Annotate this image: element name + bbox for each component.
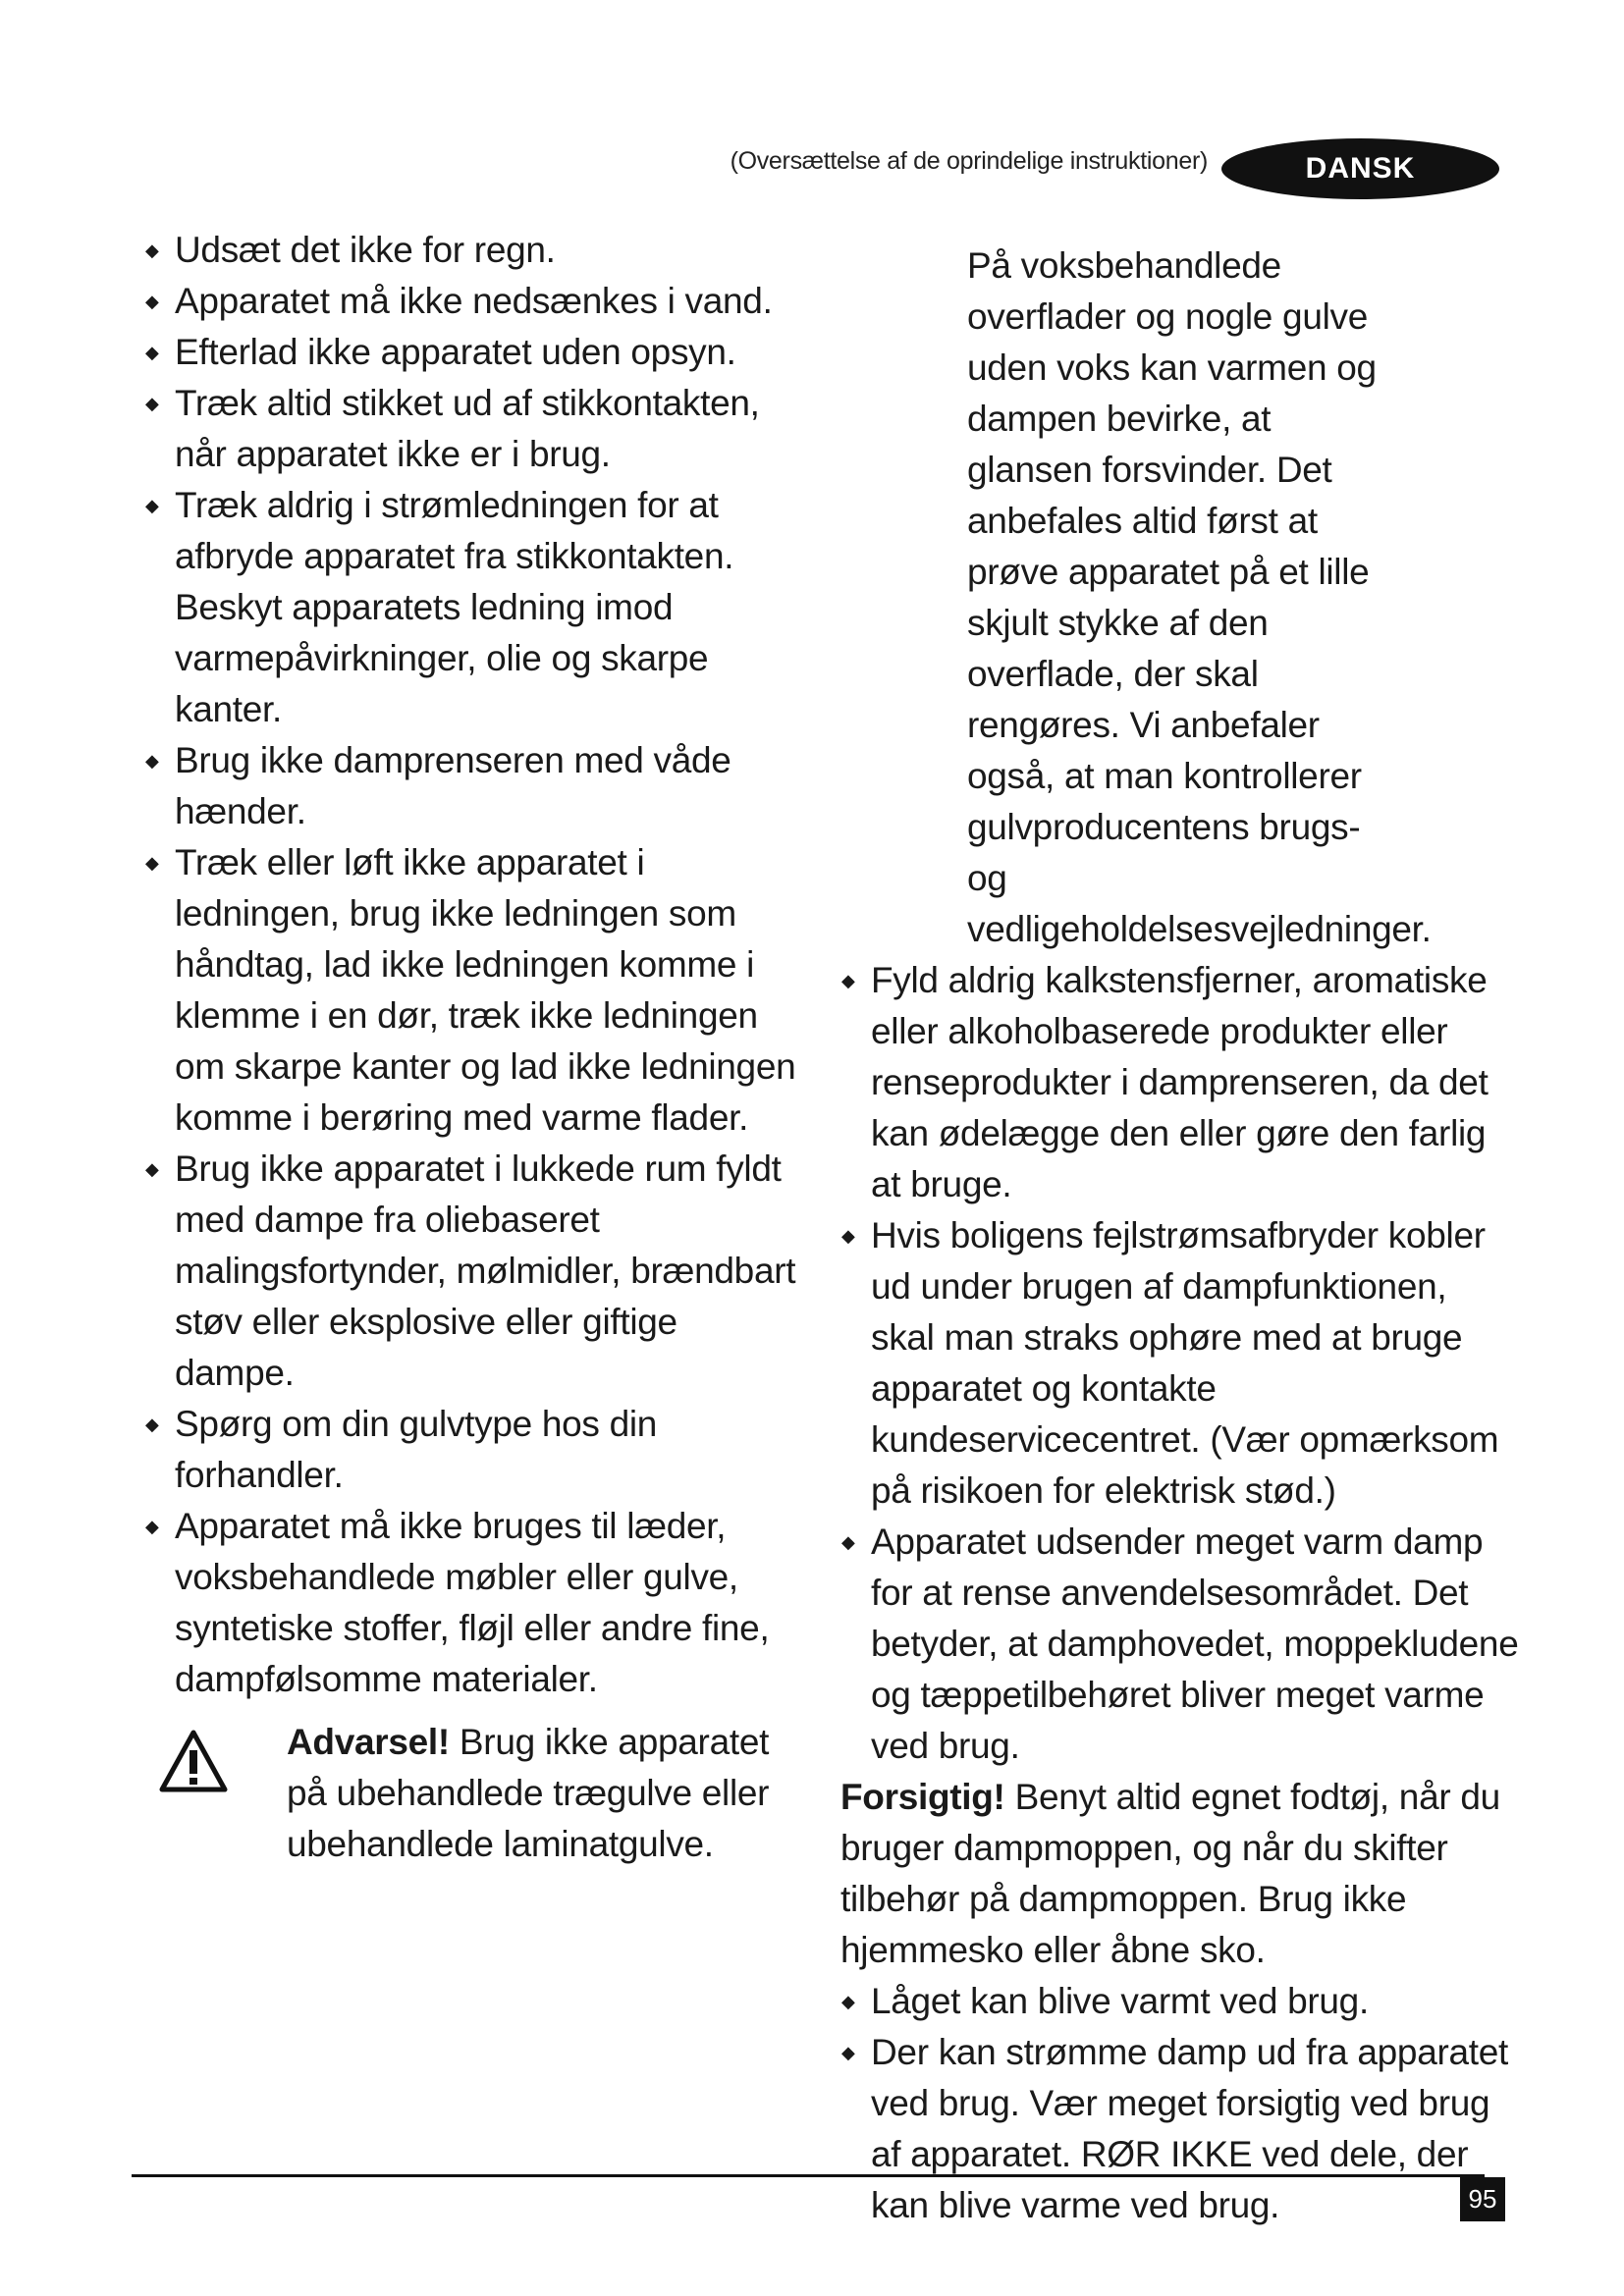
diamond-bullet-icon: ◆: [145, 343, 159, 362]
list-item: ◆ Brug ikke damprenseren med våde hænder.: [145, 735, 798, 837]
warning-label: Advarsel!: [287, 1722, 450, 1762]
caution-note: [840, 1772, 1519, 1976]
footer-divider: [132, 2174, 1485, 2177]
list-item: ◆ Træk eller løft ikke apparatet i ledningen, brug ikke ledningen som håndtag, lad ikke ledningen komme i klemme i en dør, træk ikke ledningen om skarpe kanter og lad ikke ledningen komme i berøring med varme flader.: [145, 837, 798, 1144]
diamond-bullet-icon: ◆: [841, 1992, 855, 2011]
list-item: ◆ Spørg om din gulvtype hos din forhandler.: [145, 1399, 798, 1501]
diamond-bullet-icon: ◆: [145, 496, 159, 515]
diamond-bullet-icon: ◆: [145, 394, 159, 413]
caution-label: Forsigtig!: [840, 1777, 1005, 1817]
list-item: ◆ Der kan strømme damp ud fra apparatet ved brug. Vær meget forsigtig ved brug af apparatet. RØR IKKE ved dele, der kan blive varme ved brug.: [841, 2027, 1519, 2231]
language-badge: DANSK: [1221, 138, 1499, 199]
list-item: ◆ Fyld aldrig kalkstensfjerner, aromatiske eller alkoholbaserede produkter eller renseprodukter i damprenseren, da det kan ødelægge den eller gøre den farlig at bruge.: [841, 955, 1519, 1210]
list-item: ◆ Apparatet må ikke bruges til læder, voksbehandlede møbler eller gulve, syntetiske stoffer, fløjl eller andre fine, dampfølsomme materialer.: [145, 1501, 798, 1705]
diamond-bullet-icon: ◆: [145, 853, 159, 873]
warning-text: Brug ikke apparatet på ubehandlede trægulve eller ubehandlede laminatgulve.: [287, 1722, 770, 1864]
list-item: ◆ Brug ikke apparatet i lukkede rum fyldt med dampe fra oliebaseret malingsfortynder, mølmidler, brændbart støv eller eksplosive eller giftige dampe.: [145, 1144, 798, 1399]
diamond-bullet-icon: ◆: [841, 1226, 855, 1246]
page-number: 95: [1460, 2177, 1505, 2221]
diamond-bullet-icon: ◆: [145, 751, 159, 771]
diamond-bullet-icon: ◆: [145, 292, 159, 311]
left-column: [145, 225, 798, 1870]
list-item: ◆ Efterlad ikke apparatet uden opsyn.: [145, 327, 798, 378]
list-item: ◆ Apparatet udsender meget varm damp for at rense anvendelsesområdet. Det betyder, at damphovedet, moppekludene og tæppetilbehøret bliver meget varme ved brug.: [841, 1517, 1519, 1772]
translation-note: (Oversættelse af de oprindelige instruktioner): [730, 147, 1208, 175]
diamond-bullet-icon: ◆: [145, 1415, 159, 1434]
list-item: ◆ Apparatet må ikke nedsænkes i vand.: [145, 276, 798, 327]
diamond-bullet-icon: ◆: [841, 971, 855, 990]
diamond-bullet-icon: ◆: [145, 1517, 159, 1536]
list-item: ◆ Udsæt det ikke for regn.: [145, 225, 798, 276]
list-item: ◆ Træk altid stikket ud af stikkontakten, når apparatet ikke er i brug.: [145, 378, 798, 480]
diamond-bullet-icon: ◆: [841, 1532, 855, 1552]
warning-note: [145, 1717, 798, 1870]
diamond-bullet-icon: ◆: [145, 1159, 159, 1179]
list-item: ◆ Træk aldrig i strømledningen for at afbryde apparatet fra stikkontakten. Beskyt apparatets ledning imod varmepåvirkninger, olie og skarpe kanter.: [145, 480, 798, 735]
list-item: ◆ Hvis boligens fejlstrømsafbryder kobler ud under brugen af dampfunktionen, skal man straks ophøre med at bruge apparatet og kontakte kundeservicecentret. (Vær opmærksom på risikoen for elektrisk stød.): [841, 1210, 1519, 1517]
diamond-bullet-icon: ◆: [841, 2043, 855, 2062]
continued-paragraph: På voksbehandlede overflader og nogle gulve uden voks kan varmen og dampen bevirke, at glansen forsvinder. Det anbefales altid først at prøve apparatet på et lille skjult stykke af den overflade, der skal rengøres. Vi anbefaler også, at man kontrollerer gulvproducentens brugs- og vedligeholdelsesvejledninger.: [967, 245, 1432, 949]
caution-text: Benyt altid egnet fodtøj, når du bruger dampmoppen, og når du skifter tilbehør på dampmoppen. Brug ikke hjemmesko eller åbne sko.: [840, 1777, 1500, 1970]
list-item: ◆ Låget kan blive varmt ved brug.: [841, 1976, 1519, 2027]
diamond-bullet-icon: ◆: [145, 240, 159, 260]
warning-triangle-icon: [158, 1729, 229, 1793]
right-column: [841, 240, 1519, 2231]
